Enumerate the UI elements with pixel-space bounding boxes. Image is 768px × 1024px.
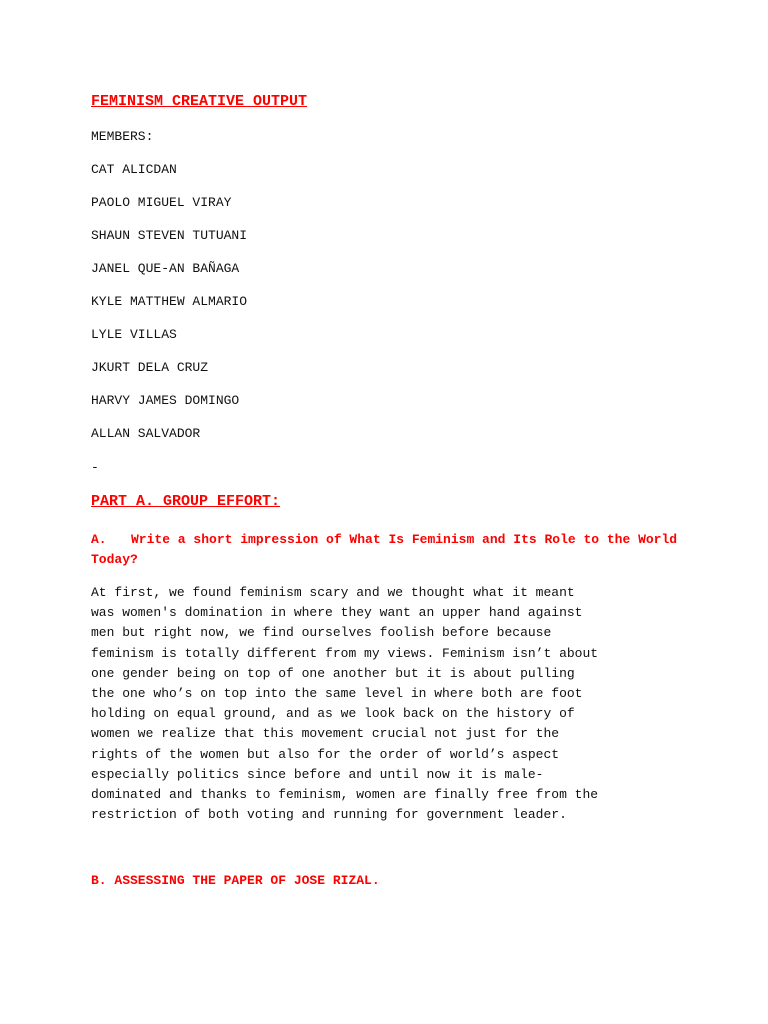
answer-a-paragraph: At first, we found feminism scary and we thought what it meant was women's domination in where they want an upper hand against men but right now, we find ourselves foolish before because feminism is totally different from my views. Feminism isn’t about one gender being on top of one another but it is about pulling the one who’s on top into the same level in where both are foot holding on equal ground, and as we look back on the history of women we realize that this movement crucial not just for the rights of the women but also for the order of world’s aspect especially politics since before and until now it is male- dominated and thanks to feminism, women are finally free from the restriction of both voting and running for government leader. bbox=[91, 585, 599, 823]
member-name: JANEL QUE-AN BAÑAGA bbox=[91, 261, 240, 276]
member-name: LYLE VILLAS bbox=[91, 327, 177, 342]
member-name: JKURT DELA CRUZ bbox=[91, 360, 209, 375]
document-title: FEMINISM CREATIVE OUTPUT bbox=[91, 93, 308, 110]
member-name: KYLE MATTHEW ALMARIO bbox=[91, 294, 248, 309]
members-label: MEMBERS: bbox=[91, 129, 154, 144]
member-name: ALLAN SALVADOR bbox=[91, 426, 201, 441]
question-a-text: Write a short impression of What Is Feminism and Its Role to the World Today? bbox=[91, 532, 678, 567]
section-b-heading: B. ASSESSING THE PAPER OF JOSE RIZAL. bbox=[91, 873, 380, 888]
question-a bbox=[91, 530, 691, 570]
part-a-heading: PART A. GROUP EFFORT: bbox=[91, 493, 281, 510]
member-name: CAT ALICDAN bbox=[91, 162, 177, 177]
member-name: SHAUN STEVEN TUTUANI bbox=[91, 228, 248, 243]
separator-dash: - bbox=[91, 460, 99, 475]
question-a-letter: A. bbox=[91, 532, 107, 547]
member-name: HARVY JAMES DOMINGO bbox=[91, 393, 240, 408]
member-name: PAOLO MIGUEL VIRAY bbox=[91, 195, 232, 210]
